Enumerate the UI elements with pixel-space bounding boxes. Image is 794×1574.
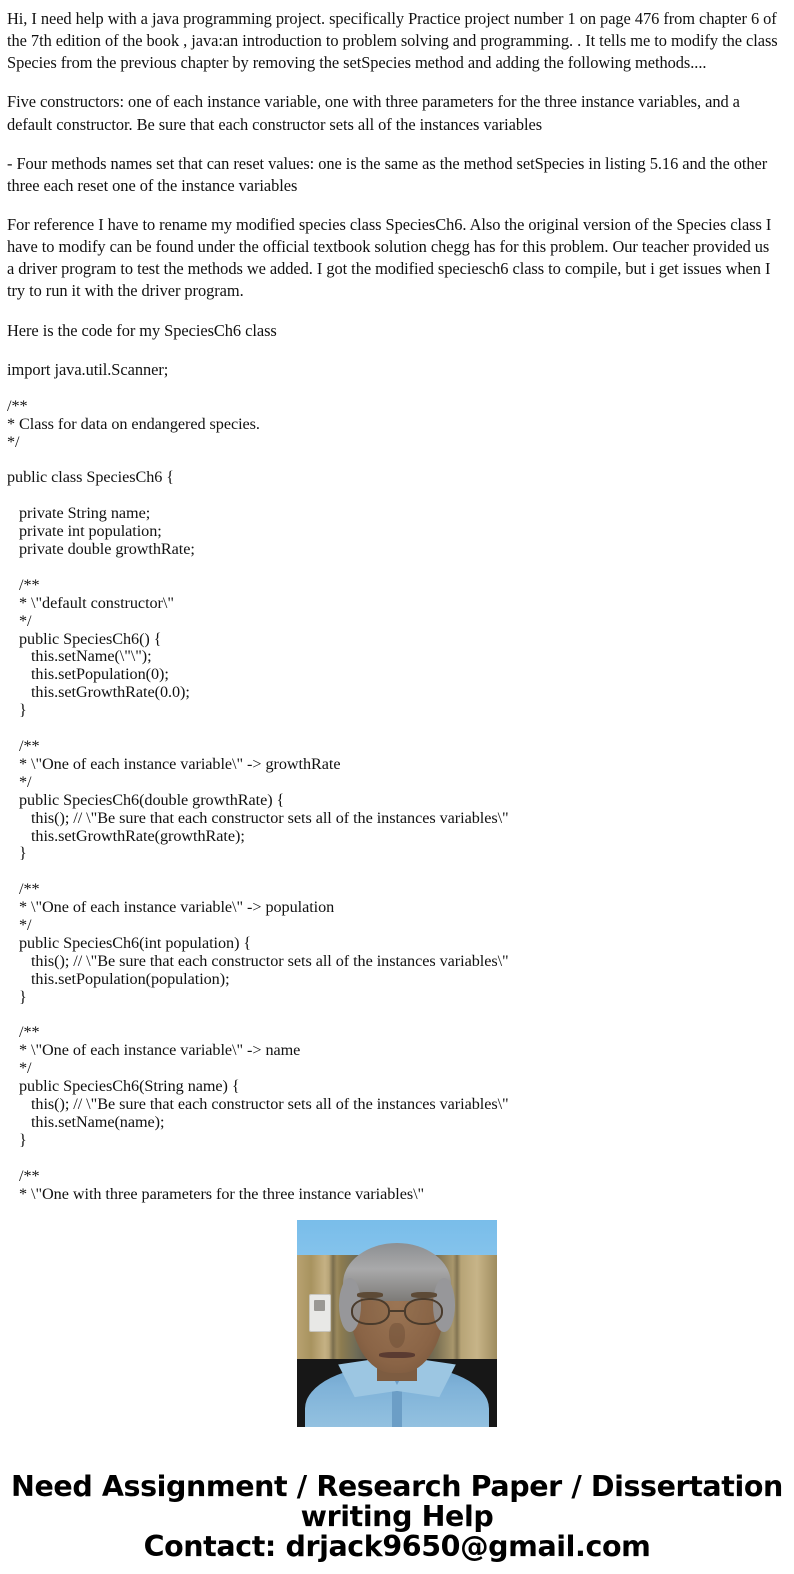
java-code-listing <box>0 396 794 1203</box>
code-line <box>7 720 787 738</box>
avatar-lens-left <box>351 1298 390 1325</box>
code-line: /** <box>7 880 40 899</box>
code-line: private String name; <box>7 504 151 523</box>
question-prose <box>0 0 794 381</box>
code-line: this.setGrowthRate(growthRate); <box>7 826 245 845</box>
code-line: this(); // \"Be sure that each constructor sets all of the instances variables\" <box>7 1095 509 1114</box>
code-line: this.setName(name); <box>7 1112 165 1131</box>
promo-footer <box>0 1469 794 1574</box>
promo-headline: Need Assignment / Research Paper / Dissertation <box>11 1469 783 1503</box>
avatar-mouth <box>379 1352 415 1358</box>
code-line <box>7 452 787 470</box>
code-line: this(); // \"Be sure that each constructor sets all of the instances variables\" <box>7 808 509 827</box>
code-line: } <box>7 844 27 863</box>
code-line: /** <box>7 396 28 415</box>
avatar-glasses-bridge <box>390 1310 405 1312</box>
code-line: /** <box>7 1023 40 1042</box>
code-line: */ <box>7 1059 32 1078</box>
code-line: * \"default constructor\" <box>7 593 174 612</box>
code-line: public SpeciesCh6() { <box>7 629 162 648</box>
code-line: private double growthRate; <box>7 540 195 559</box>
code-line: */ <box>7 772 32 791</box>
code-line: this(); // \"Be sure that each constructor sets all of the instances variables\" <box>7 951 509 970</box>
code-line <box>7 487 787 505</box>
code-line: this.setName(\"\"); <box>7 647 152 666</box>
avatar-nose <box>389 1323 405 1348</box>
question-paragraph: Five constructors: one of each instance variable, one with three parameters for the three instance variables, and a default constructor. Be sure that each constructor sets all of the instances variables <box>7 92 740 134</box>
code-line <box>7 559 787 577</box>
code-line: this.setPopulation(population); <box>7 969 230 988</box>
question-paragraph: Here is the code for my SpeciesCh6 class <box>7 320 277 340</box>
code-line: /** <box>7 736 40 755</box>
code-line: public SpeciesCh6(String name) { <box>7 1077 240 1096</box>
code-line: /** <box>7 575 40 594</box>
question-paragraph: - Four methods names set that can reset values: one is the same as the method setSpecies in listing 5.16 and the other three each reset one of the instance variables <box>7 153 768 195</box>
avatar-lens-right <box>404 1298 443 1325</box>
code-line: this.setPopulation(0); <box>7 665 169 684</box>
code-line <box>7 863 787 881</box>
code-line: this.setGrowthRate(0.0); <box>7 683 190 702</box>
code-line: * \"One of each instance variable\" -> name <box>7 1041 301 1060</box>
code-line: * \"One of each instance variable\" -> growthRate <box>7 754 341 773</box>
code-line: */ <box>7 916 32 935</box>
code-line: } <box>7 1130 27 1149</box>
avatar-wall-switch <box>309 1294 331 1331</box>
avatar-eyebrow-left <box>357 1292 383 1297</box>
promo-headline-second: writing Help <box>300 1499 494 1533</box>
code-line <box>7 1007 787 1025</box>
code-line: } <box>7 701 27 720</box>
code-line: public class SpeciesCh6 { <box>7 468 175 487</box>
code-line: */ <box>7 432 20 451</box>
glasses-icon <box>351 1298 443 1325</box>
avatar-eyebrow-right <box>411 1292 437 1297</box>
question-paragraph: import java.util.Scanner; <box>7 359 169 379</box>
code-line: /** <box>7 1166 40 1185</box>
code-line: */ <box>7 611 32 630</box>
question-paragraph: For reference I have to rename my modified species class SpeciesCh6. Also the original version of the Species class I have to modify can be found under the official textbook solution chegg has for this problem. Our teacher provided us a driver program to test the methods we added. I got the modified speciesch6 class to compile, but i get issues when I try to run it with the driver program. <box>7 214 772 301</box>
code-line-truncated: * \"One with three parameters for the three instance variables\" <box>7 1184 425 1203</box>
code-line: * \"One of each instance variable\" -> population <box>7 898 335 917</box>
promo-contact: Contact: drjack9650@gmail.com <box>143 1529 651 1563</box>
avatar-container <box>0 1220 794 1427</box>
code-line: public SpeciesCh6(int population) { <box>7 933 252 952</box>
question-paragraph: Hi, I need help with a java programming project. specifically Practice project number 1 on page 476 from chapter 6 of the 7th edition of the book , java:an introduction to problem solving and programming. . It tells me to modify the class Species from the previous chapter by removing the setSpecies method and adding the following methods.... <box>7 9 778 73</box>
code-line: public SpeciesCh6(double growthRate) { <box>7 790 285 809</box>
code-line: * Class for data on endangered species. <box>7 414 260 433</box>
avatar <box>297 1220 497 1427</box>
code-line: } <box>7 987 27 1006</box>
code-line: private int population; <box>7 522 162 541</box>
code-line <box>7 1150 787 1168</box>
